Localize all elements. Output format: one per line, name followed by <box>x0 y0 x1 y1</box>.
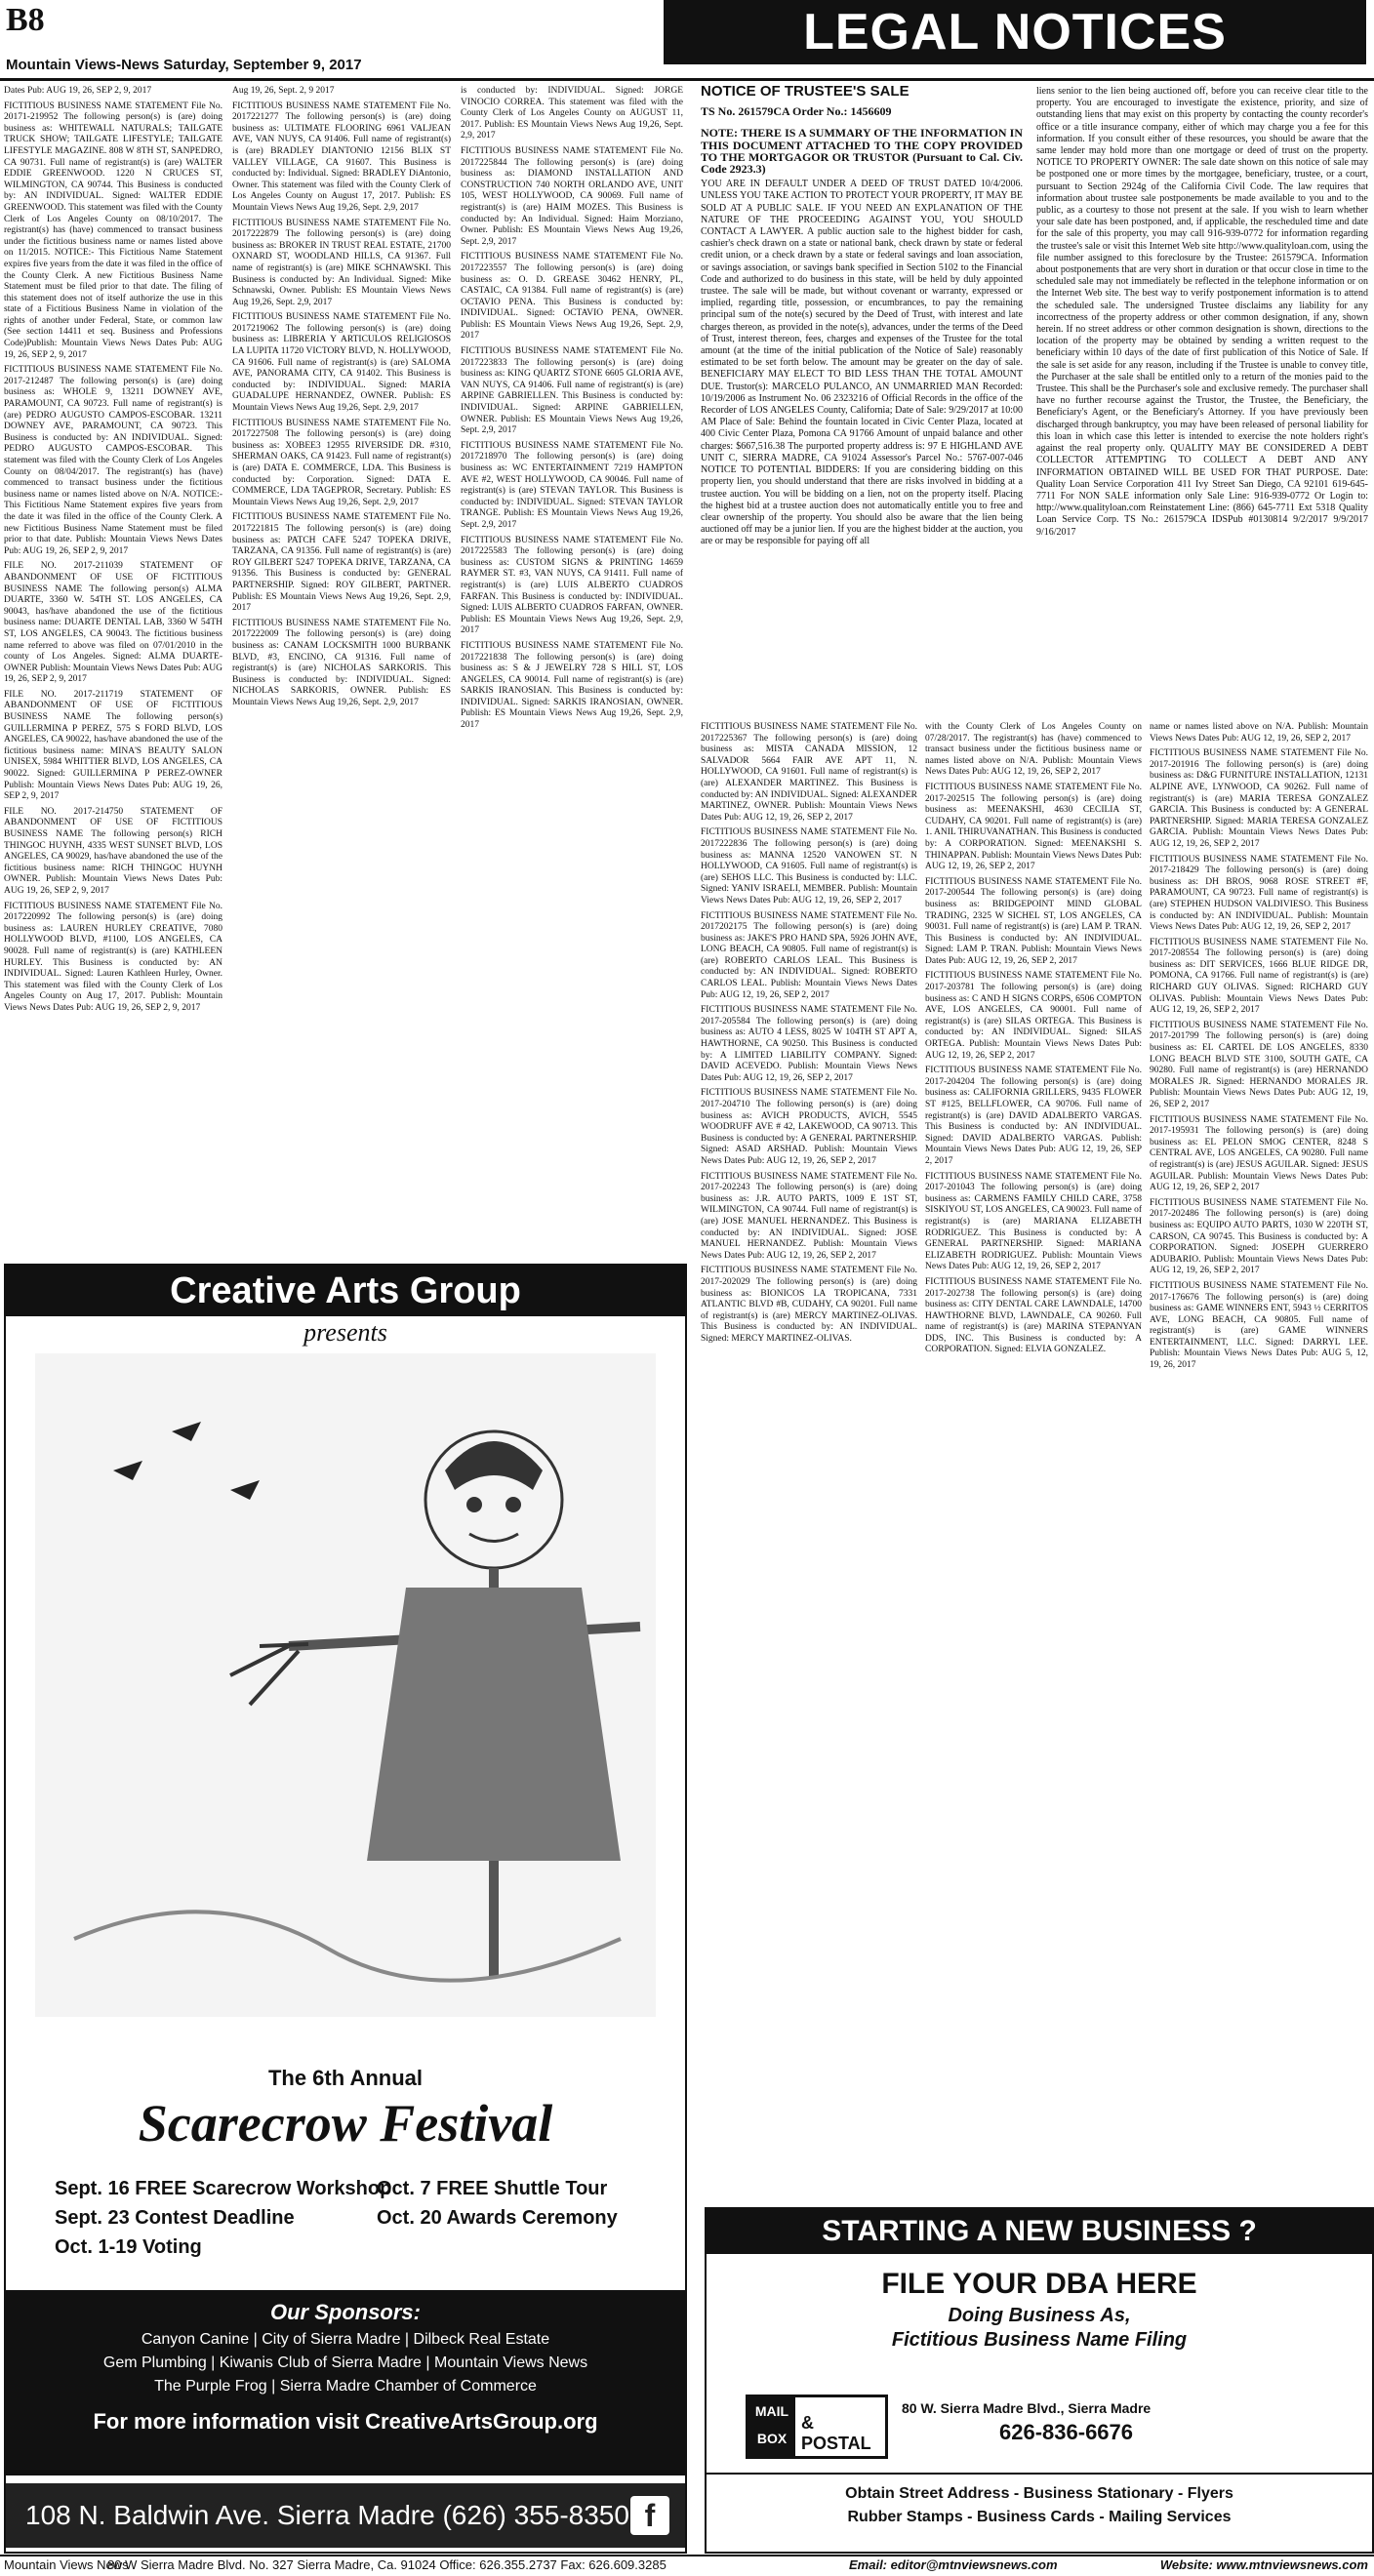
masthead <box>0 0 1374 80</box>
notice: FICTITIOUS BUSINESS NAME STATEMENT File No. 2017-202486 The following person(s) is (are) doing business as: EQUIPO AUTO PARTS, 1030 W 220TH ST, CARSON, CA 90745. This Business is conducted by: A CORPORATION. Signed: JOSEPH GUERRERO ADUBARIO. Publish: Mountain Views News Dates Pub: AUG 12, 19, 26, SEP 2, 2017 <box>1150 1197 1368 1276</box>
sponsor-line: The Purple Frog | Sierra Madre Chamber of Commerce <box>154 2378 537 2395</box>
notice: FICTITIOUS BUSINESS NAME STATEMENT File No. 2017223557 The following person(s) is (are) doing business as: O. D. GREASE 30462 HENRY, PL, CASTAIC, CA 91384. Full name of registrant(s) is (are) OCTAVIO PENA. This Business is conducted by: INDIVIDUAL. Signed: OCTAVIO PENA, OWNER. Publish: ES Mountain Views News Aug 19,26, Sept. 2,9, 2017 <box>461 252 683 342</box>
notice: FICTITIOUS BUSINESS NAME STATEMENT File No. 2017-201043 The following person(s) is (are) doing business as: CARMENS FAMILY CHILD CARE, 3758 SISKIYOU ST, LOS ANGELES, CA 90023. Full name of registrant(s) is (are) MARIANA ELIZABETH RODRIGUEZ. This Business is conducted by: A GENERAL PARTNERSHIP. Signed: MARIANA ELIZABETH RODRIGUEZ. Publish: Mountain Views News Dates Pub: AUG 12, 19, 26, SEP 2, 2017 <box>925 1171 1142 1272</box>
notice: Dates Pub: AUG 19, 26, SEP 2, 9, 2017 <box>4 86 152 96</box>
scarecrow-illustration <box>35 1353 656 2017</box>
dba-heading: FILE YOUR DBA HERE <box>881 2268 1197 2300</box>
notice: FICTITIOUS BUSINESS NAME STATEMENT File No. 2017218970 The following person(s) is (are) doing business as: WC ENTERTAINMENT 7219 HAMPTON AVE #2, WEST HOLLYWOOD, CA 90046. Full name of registrant(s) is (are) STEVAN TAYLOR. This Business is conducted by: INDIVIDUAL. Signed: STEVAN TAYLOR TRANGE. Publish: ES Mountain Views News Aug 19,26, Sept. 2,9, 2017 <box>461 440 683 530</box>
event-item: Sept. 23 Contest Deadline <box>55 2207 295 2229</box>
trustee-notice-right <box>1036 86 1368 710</box>
trustee-summary: NOTE: THERE IS A SUMMARY OF THE INFORMATION IN THIS DOCUMENT ATTACHED TO THE COPY PROVIDED TO THE MORTGAGOR OR TRUSTOR (Pursuant to Cal. Civ. Code 2923.3) <box>701 126 1023 177</box>
issue-line: Mountain Views-News Saturday, September 9, 2017 <box>6 57 362 73</box>
notice: FICTITIOUS BUSINESS NAME STATEMENT File No. 2017221838 The following person(s) is (are) doing business as: S & J JEWELRY 728 S HILL ST, LOS ANGELES, CA 90014. Full name of registrant(s) is (are) SARKIS IRANOSIAN. This Business is conducted by: INDIVIDUAL. Signed: SARKIS IRANOSIAN, OWNER. Publish: ES Mountain Views News Aug 19,26, Sept. 2,9, 2017 <box>461 640 683 731</box>
trustee-notice-left <box>701 86 1023 710</box>
section-title: LEGAL NOTICES <box>664 0 1366 64</box>
dba-address: 80 W. Sierra Madre Blvd., Sierra Madre <box>902 2400 1152 2416</box>
footer-paper: Mountain Views News <box>4 2557 129 2572</box>
column-5 <box>925 722 1142 2195</box>
notice: FICTITIOUS BUSINESS NAME STATEMENT File No. 2017219062 The following person(s) is (are) doing business as: LIBRERIA Y ARTICULOS RELIGIOSOS LA LUPITA 11720 VICTORY BLVD, N. HOLLYWOOD, CA 91606. Full name of registrant(s) is (are) SALOMA AVE, PANORAMA CITY, CA 91402. This Business is conducted by: INDIVIDUAL. Signed: MARIA GUADALUPE HERNANDEZ, OWNER. Publish: ES Mountain Views News Aug 19,26, Sept. 2,9, 2017 <box>232 312 451 414</box>
footer-email[interactable]: Email: editor@mtnviewsnews.com <box>849 2557 1058 2572</box>
ad-sponsors <box>6 2290 685 2475</box>
notice: FICTITIOUS BUSINESS NAME STATEMENT File No. 2017-205584 The following person(s) is (are) doing business as: AUTO 4 LESS, 8025 W 104TH ST APT A, HAWTHORNE, CA 90250. This Business is conducted by: A LIMITED LIABILITY COMPANY. Signed: DAVID ACEVEDO. Publish: Mountain Views News Dates Pub: AUG 12, 19, 26, SEP 2, 2017 <box>701 1005 917 1083</box>
notice: FICTITIOUS BUSINESS NAME STATEMENT File No. 2017227508 The following person(s) is (are) doing business as: XOBEE3 12955 RIVERSIDE DR. #310, SHERMAN OAKS, CA 91423. Full name of registrant(s) is (are) DATA E. COMMERCE, LDA. This Business is conducted by: Corporation. Signed: DATA E. COMMERCE, LDA TAGEPROR, Secretary. Publish: ES Mountain Views News Aug 19,26, Sept. 2,9, 2017 <box>232 418 451 507</box>
sponsor-line: Gem Plumbing | Kiwanis Club of Sierra Madre | Mountain Views News <box>102 2355 588 2371</box>
notice: FICTITIOUS BUSINESS NAME STATEMENT File No. 2017-208554 The following person(s) is (are) doing business as: DIT SERVICES, 1666 BLUE RIDGE DR, POMONA, CA 91766. Full name of registrant(s) is (are) RICHARD GUY OLIVAS. Signed: RICHARD GUY OLIVAS. Publish: Mountain Views News Dates Pub: AUG 12, 19, 26, SEP 2, 2017 <box>1150 937 1368 1016</box>
sponsors-heading: Our Sponsors: <box>269 2300 421 2324</box>
dba-subheading: Doing Business As, <box>948 2305 1131 2326</box>
notice: FICTITIOUS BUSINESS NAME STATEMENT File No. 2017-203781 The following person(s) is (are) doing business as: C AND H SIGNS CORPS, 6506 COMPTON AVE, LOS ANGELES, CA 90001. Full name of registrant(s) is (are) SILAS ORTEGA. This Business is conducted by: AN INDIVIDUAL. Signed: SILAS ORTEGA. Publish: Mountain Views News Dates Pub: AUG 12, 19, 26, SEP 2, 2017 <box>925 971 1142 1061</box>
event-item: Oct. 1-19 Voting <box>55 2236 202 2258</box>
notice: FICTITIOUS BUSINESS NAME STATEMENT File No. 2017-195931 The following person(s) is (are) doing business as: EL PELON SMOG CENTER, 8248 S CENTRAL AVE, LOS ANGELES, CA 90280. Full name of registrant(s) is (are) JESUS AGUILAR. Signed: JESUS AGUILAR. Publish: Mountain Views News Dates Pub: AUG 12, 19, 26, SEP 2, 2017 <box>1150 1114 1368 1193</box>
notice: is conducted by: INDIVIDUAL. Signed: JORGE VINOCIO CORREA. This statement was filed with the County Clerk of Los Angeles County on AUGUST 11, 2017. Publish: ES Mountain Views News Aug 19,26, Sept. 2,9, 2017 <box>461 86 683 141</box>
notice: FICTITIOUS BUSINESS NAME STATEMENT File No. 2017-201916 The following person(s) is (are) doing business as: D&G FURNITURE INSTALLATION, 12131 ALPINE AVE, LYNWOOD, CA 90262. Full name of registrant(s) is (are) MARIA TERESA GONZALEZ GARCIA. This Business is conducted by: A GENERAL PARTNERSHIP. Signed: MARIA TERESA GONZALEZ GARCIA. Publish: Mountain Views News Dates Pub: AUG 12, 19, 26, SEP 2, 2017 <box>1150 748 1368 849</box>
notice: FICTITIOUS BUSINESS NAME STATEMENT File No. 2017221277 The following person(s) is (are) doing business as: ULTIMATE FLOORING 6961 VALJEAN AVE, VAN NUYS, CA 91406. Full name of registrant(s) is (are) BRADLEY DIANTONIO 12156 BLIX ST VALLEY VILLAGE, CA 91607. This Business is conducted by: Individual. Signed: BRADLEY DiAntonio, Owner. This statement was filed with the County Clerk of Los Angeles County on August 17, 2017. Publish: ES Mountain Views News Aug 19,26, Sept. 2,9, 2017 <box>232 101 451 213</box>
trustee-title: NOTICE OF TRUSTEE'S SALE <box>701 86 909 100</box>
notice: FICTITIOUS BUSINESS NAME STATEMENT File No. 2017202175 The following person(s) is (are) doing business as: JAKE'S PRO HAND SPA, 5926 JOHN AVE, LONG BEACH, CA 90805. Full name of registrant(s) is (are) ROBERTO CARLOS LEAL. This Business is conducted by: AN INDIVIDUAL. Signed: ROBERTO CARLOS LEAL. Publish: Mountain Views News Dates Pub: AUG 12, 19, 26, SEP 2, 2017 <box>701 910 917 1000</box>
notice: FICTITIOUS BUSINESS NAME STATEMENT File No. 2017-202243 The following person(s) is (are) doing business as: J.R. AUTO PARTS, 1009 E 1ST ST, WILMINGTON, CA 90744. Full name of registrant(s) is (are) JOSE MANUEL HERNANDEZ. This Business is conducted by: AN INDIVIDUAL. Signed: JOSE MANUEL HERNANDEZ. Publish: Mountain Views News Dates Pub: AUG 12, 19, 26, SEP 2, 2017 <box>701 1171 917 1261</box>
notice: FICTITIOUS BUSINESS NAME STATEMENT File No. 2017-218429 The following person(s) is (are) doing business as: DH BROS, 9068 ROSE STREET #F, PARAMOUNT, CA 90723. Full name of registrant(s) is (are) STEPHEN HUDSON VALDIVIESO. This Business is conducted by: AN INDIVIDUAL. Publish: Mountain Views News Dates Pub: AUG 12, 19, 26, SEP 2, 2017 <box>1150 854 1368 933</box>
notice: name or names listed above on N/A. Publish: Mountain Views News Dates Pub: AUG 12, 19, 26, SEP 2, 2017 <box>1150 722 1368 744</box>
trustee-order: TS No. 261579CA Order No.: 1456609 <box>701 104 892 119</box>
ad-address <box>6 2483 685 2548</box>
notice: Aug 19, 26, Sept. 2, 9 2017 <box>232 86 335 96</box>
dba-services-line: Obtain Street Address - Business Stationary - Flyers <box>845 2485 1233 2502</box>
notice: FICTITIOUS BUSINESS NAME STATEMENT File No. 2017222836 The following person(s) is (are) doing business as: MANNA 12520 VANOWEN ST. N HOLLYWOOD, CA 91605. Full name of registrant(s) is (are) SEHOS LLC. This Business is conducted by: LLC. Signed: YANIV ISRAELI, MEMBER. Publish: Mountain Views News Dates Pub: AUG 12, 19, 26, SEP 2, 2017 <box>701 827 917 906</box>
footer-website[interactable]: Website: www.mtnviewsnews.com <box>1159 2557 1368 2572</box>
dba-services-line: Rubber Stamps - Business Cards - Mailing Services <box>847 2509 1232 2525</box>
column-4 <box>701 722 917 2195</box>
notice: FICTITIOUS BUSINESS NAME STATEMENT File No. 2017-176676 The following person(s) is (are) doing business as: GAME WINNERS ENT, 5943 ½ CERRITOS AVE, LONG BEACH, CA 90805. Full name of registrant(s) is (are) GAME WINNERS ENTERTAINMENT, LLC. Signed: DARRYL LEE. Publish: Mountain Views News Dates Pub: AUG 5, 12, 19, 26, 2017 <box>1150 1280 1368 1371</box>
notice: FICTITIOUS BUSINESS NAME STATEMENT File No. 2017225844 The following person(s) is (are) doing business as: DIAMOND INSTALLATION AND CONSTRUCTION 740 NORTH ORLANDO AVE, UNIT 105, WEST HOLLYWOOD, CA 90069. Full name of registrant(s) is (are) HAIM MOZES. This Business is conducted by: An Individual. Signed: Haim Morziano, Owner. Publish: ES Mountain Views News Aug 19,26, Sept. 2,9, 2017 <box>461 145 683 247</box>
mailbox-logo-right: & POSTAL <box>801 2413 871 2453</box>
ad-info-link[interactable]: For more information visit CreativeArtsGroup.org <box>93 2409 598 2434</box>
notice: with the County Clerk of Los Angeles County on 07/28/2017. The registrant(s) has (have) commenced to transact business under the fictitious business name or names listed above on N/A. Publish: Mountain Views News Dates Pub: AUG 12, 19, 26, SEP 2, 2017 <box>925 722 1142 778</box>
masthead-rule <box>0 78 1374 81</box>
notice: FICTITIOUS BUSINESS NAME STATEMENT File No. 2017-202738 The following person(s) is (are) doing business as: CITY DENTAL CARE LAWNDALE, 14700 HAWTHORNE BLVD, LAWNDALE, CA 90260. Full name of registrant(s) is (are) MARINA STEPANYAN DDS, INC. This Business is conducted by: A CORPORATION. Signed: ELVIA GONZALEZ. <box>925 1276 1142 1355</box>
notice: FILE NO. 2017-211719 STATEMENT OF ABANDONMENT OF USE OF FICTITIOUS BUSINESS NAME The following person(s) GUILLERMINA P PEREZ, 575 S FORD BLVD, LOS ANGELES, CA 90022, has/have abandoned the use of the fictitious business name: MINA'S BEAUTY SALON UNISEX, 5984 WHITTIER BLVD, LOS ANGELES, CA 90022. Signed: GUILLERMINA P PEREZ-OWNER Publish: Mountain Views News Dates Pub: AUG 19, 26, SEP 2, 9, 2017 <box>4 689 222 802</box>
dba-ad[interactable] <box>705 2207 1374 2554</box>
mailbox-logo-left: MAIL BOX <box>748 2397 795 2456</box>
dba-services <box>707 2473 1372 2529</box>
sponsor-line: Canyon Canine | City of Sierra Madre | Dilbeck Real Estate <box>141 2331 550 2348</box>
notice: FILE NO. 2017-214750 STATEMENT OF ABANDONMENT OF USE OF FICTITIOUS BUSINESS NAME The following person(s) RICH THINGOC HUYNH, 4335 WEST SUNSET BLVD, LOS ANGELES, CA 90029, has/have abandoned the use of the fictitious business name: RICH THINGOC HUYNH OWNER. Publish: Mountain Views News Dates Pub: AUG 19, 26, SEP 2, 9, 2017 <box>4 806 222 896</box>
notice: FICTITIOUS BUSINESS NAME STATEMENT File No. 20171-219952 The following person(s) is (are) doing business as: WHITEWALL NATURALS; TAILGATE TRUCK SHOW; TAILGATE LIFESTYLE; TAILGATE LIFESTYLE MAGAZINE. 808 W 8TH ST, SANPEDRO, CA 90731. Full name of registrant(s) is (are) WALTER EDDIE GREENWOOD. 1220 N CRUCES ST, WILMINGTON, CA 90744. This Business is conducted by: AN INDIVIDUAL. Signed: WALTER EDDIE GREENWOOD. This statement was filed with the County Clerk of Los Angeles County on 08/10/2017. The registrant(s) has (have) commenced to transact business under the fictitious business name or names listed above on 11/2015. NOTICE:- This Fictitious Name Statement expires five years from the date it was filed in the office of the County Clerk. A new Fictitious Business Name Statement must be filed prior to that date. The filing of this statement does not of itself authorize the use in this state of a Fictitious Business Name in violation of the rights of another under Federal, State, or common law (See section 14411 et seq. Business and Professions Code)Publish: Mountain Views News Dates Pub: AUG 19, 26, SEP 2, 9, 2017 <box>4 101 222 360</box>
notice: FICTITIOUS BUSINESS NAME STATEMENT File No. 2017-204204 The following person(s) is (are) doing business as: CALIFORNIA GRILLERS, 9435 FLOWER ST #125, BELLFLOWER, CA 90706. Full name of registrant(s) is (are) DAVID ADALBERTO VARGAS. This Business is conducted by: AN INDIVIDUAL. Signed: DAVID ADALBERTO VARGAS. Publish: Mountain Views News Dates Pub: AUG 12, 19, 26, SEP 2, 2017 <box>925 1066 1142 1166</box>
notice: FICTITIOUS BUSINESS NAME STATEMENT File No. 2017223833 The following person(s) is (are) doing business as: KING QUARTZ STONE 6605 GLORIA AVE, VAN NUYS, CA 91406. Full name of registrant(s) is (are) ARPINE GABRIELLEN. This Business is conducted by: INDIVIDUAL. Signed: ARPINE GABRIELLEN, OWNER. Publish: ES Mountain Views News Aug 19,26, Sept. 2,9, 2017 <box>461 346 683 436</box>
notice: FICTITIOUS BUSINESS NAME STATEMENT File No. 2017221815 The following person(s) is (are) doing business as: PATCH CAFE 5247 TOPEKA DRIVE, TARZANA, CA 91356. Full name of registrant(s) is (are) ROY GILBERT 5247 TOPEKA DRIVE, TARZANA, CA 91356. This Business is conducted by: GENERAL PARTNERSHIP. Signed: ROY GILBERT, PARTNER. Publish: ES Mountain Views News Aug 19,26, Sept. 2,9, 2017 <box>232 512 451 614</box>
column-2 <box>232 86 451 1257</box>
event-item: Oct. 7 FREE Shuttle Tour <box>377 2178 608 2199</box>
column-1 <box>4 86 222 1257</box>
notice: FILE NO. 2017-211039 STATEMENT OF ABANDONMENT OF USE OF FICTITIOUS BUSINESS NAME The following person(s) ALMA DUARTE, 3360 W. 54TH ST. LOS ANGELES, CA 90043, has/have abandoned the use of the fictitious business name: DUARTE DENTAL LAB, 3360 W 54TH ST, LOS ANGELES, CA 90043. The fictitious business name referred to above was filed on 07/01/2010 in the county of Los Angeles. Signed: ALMA DUARTE-OWNER Publish: Mountain Views News Dates Pub: AUG 19, 26, SEP 2, 9, 2017 <box>4 561 222 685</box>
trustee-body-continued: liens senior to the lien being auctioned off, before you can receive clear title to the property. You are encouraged to investigate the existence, priority, and size of outstanding liens that may exist on this property by contacting the county recorder's office or a title insurance company, either of which may charge you a fee for this information. If you consult either of these resources, you should be aware that the same lender may hold more than one mortgage or deed of trust on the property. NOTICE TO PROPERTY OWNER: The sale date shown on this notice of sale may be postponed one or more times by the mortgagee, beneficiary, trustee, or a court, pursuant to Section 2924g of the California Civil Code. The law requires that information about trustee sale postponements be made available to you and to the public, as a courtesy to those not present at the sale. If you wish to learn whether your sale date has been postponed, and, if applicable, the rescheduled time and date for the sale of this property, you may call 916-939-0772 for information regarding the trustee's sale or visit this Internet Web site http://www.qualityloan.com, using the file number assigned to this foreclosure by the Trustee: 261579CA. Information about postponements that are very short in duration or that occur close in time to the scheduled sale may not immediately be reflected in the telephone information or on the Internet Web site. The best way to verify postponement information is to attend the scheduled sale. The undersigned Trustee disclaims any liability for any incorrectness of the property address or other common designation, if any, shown herein. If no street address or other common designation is shown, directions to the location of the property may be obtained by sending a written request to the beneficiary within 10 days of the date of first publication of this Notice of Sale. If the sale is set aside for any reason, including if the Trustee is unable to convey title, the Purchaser at the sale shall be entitled only to a return of the monies paid to the Trustee. This shall be the Purchaser's sole and exclusive remedy. The purchaser shall have no further recourse against the Trustor, the Trustee, the Beneficiary, the Beneficiary's Agent, or the Beneficiary's Attorney. If you have previously been discharged through bankruptcy, you may have been released of personal liability for this loan in which case this letter is intended to exercise the note holders right's against the real property only. QUALITY MAY BE CONSIDERED A DEBT COLLECTOR ATTEMPTING TO COLLECT A DEBT AND ANY INFORMATION OBTAINED WILL BE USED FOR THAT PURPOSE. Date: Quality Loan Service Corporation 411 Ivy Street San Diego, CA 92101 619-645-7711 For NON SALE information only Sale Line: 916-939-0772 Or Login to: http://www.qualityloan.com Reinstatement Line: (866) 645-7711 Ext 5318 Quality Loan Service Corp. TS No.: 261579CA IDSPub #0130814 9/2/2017 9/9/2017 9/16/2017 <box>1036 86 1368 538</box>
facebook-icon[interactable]: f <box>630 2496 669 2535</box>
notice: FICTITIOUS BUSINESS NAME STATEMENT File No. 2017225367 The following person(s) is (are) doing business as: MISTA CANADA MISSION, 12 SALVADOR 5664 FAIR AVE APT 11, N. HOLLYWOOD, CA 91601. Full name of registrant(s) is (are) ALEXANDER MARTINEZ. This Business is conducted by: AN INDIVIDUAL. Signed: ALEXANDER MARTINEZ, OWNER. Publish: Mountain Views News Dates Pub: AUG 12, 19, 26, SEP 2, 2017 <box>701 722 917 823</box>
column-3 <box>461 86 683 1257</box>
notice: FICTITIOUS BUSINESS NAME STATEMENT File No. 2017-202515 The following person(s) is (are) doing business as: MEENAKSHI, 4630 CECILIA ST, CUDAHY, CA 90201. Full name of registrant(s) is (are) 1. ANIL THIRUVANATHAN. This Business is conducted by: A CORPORATION. Signed: MEENAKSHI S. THINAPPAN. Publish: Mountain Views News Dates Pub: AUG 12, 19, 26, SEP 2, 2017 <box>925 782 1142 872</box>
ad-banner: Creative Arts Group <box>6 1266 685 1316</box>
trustee-body: YOU ARE IN DEFAULT UNDER A DEED OF TRUST DATED 10/4/2006. UNLESS YOU TAKE ACTION TO PROTECT YOUR PROPERTY, IT MAY BE SOLD AT A PUBLIC SALE. IF YOU NEED AN EXPLANATION OF THE NATURE OF THE PROCEEDING AGAINST YOU, YOU SHOULD CONTACT A LAWYER. A public auction sale to the highest bidder for cash, cashier's check drawn on a state or national bank, check drawn by state or federal credit union, or a check drawn by a state or federal savings and loan association, or savings association, or savings bank specified in Section 5102 to the Financial Code and authorized to do business in this state, will be held by duly appointed trustee. The sale will be made, but without covenant or warranty, expressed or implied, regarding title, possession, or encumbrances, to pay the remaining principal sum of the note(s) secured by the Deed of Trust, with interest and late charges thereon, as provided in the note(s), advances, under the terms of the Deed of Trust, interest thereon, fees, charges and expenses of the Trustee for the total amount (at the time of the initial publication of the Notice of Sale) reasonably estimated to be set forth below. The amount may be greater on the day of sale. BENEFICIARY MAY ELECT TO BID LESS THAN THE TOTAL AMOUNT DUE. Trustor(s): MARCELO PULANCO, AN UNMARRIED MAN Recorded: 10/19/2006 as Instrument No. 06 2323216 of Official Records in the office of the Recorder of LOS ANGELES County, California; Date of Sale: 9/29/2017 at 10:00 AM Place of Sale: Behind the fountain located in Civic Center Plaza, located at 400 Civic Center Plaza, Pomona CA 91766 Amount of unpaid balance and other charges: $667,516.38 The purported property address is: 97 E HIGHLAND AVE UNIT C, SIERRA MADRE, CA 91024 Assessor's Parcel No.: 5767-007-046 NOTICE TO POTENTIAL BIDDERS: If you are considering bidding on this property lien, you should understand that there are risks involved in bidding at a trustee auction. You will be bidding on a lien, not on the property itself. Placing the highest bid at a trustee auction does not automatically entitle you to free and clear ownership of the property. You should also be aware that the lien being auctioned off may be a junior lien. If you are the highest bidder at the auction, you are or may be responsible for paying off all <box>701 179 1023 547</box>
mailbox-logo <box>746 2395 888 2459</box>
notice: FICTITIOUS BUSINESS NAME STATEMENT File No. 2017-204710 The following person(s) is (are) doing business as: AVICH PRODUCTS, AVICH, 5545 WOODRUFF AVE # 42, LAKEWOOD, CA 90713. This Business is conducted by: A GENERAL PARTNERSHIP. Signed: ASAD ARSHAD. Publish: Mountain Views News Dates Pub: AUG 12, 19, 26, SEP 2, 2017 <box>701 1088 917 1166</box>
page-number: B8 <box>6 2 45 38</box>
creative-arts-ad[interactable] <box>4 1264 687 2554</box>
notice: FICTITIOUS BUSINESS NAME STATEMENT File No. 2017-201799 The following person(s) is (are) doing business as: EL CARTEL DE LOS ANGELES, 8330 LONG BEACH BLVD STE 3100, SOUTH GATE, CA 90280. Full name of registrant(s) is (are) HERNANDO MORALES JR. Signed: HERNANDO MORALES JR. Publish: Mountain Views News Dates Pub: AUG 12, 19, 26, SEP 2, 2017 <box>1150 1020 1368 1109</box>
notice: FICTITIOUS BUSINESS NAME STATEMENT File No. 2017-200544 The following person(s) is (are) doing business as: BRIDGEPOINT MIND GLOBAL TRADING, 2325 W SICHEL ST, LOS ANGELES, CA 90031. Full name of registrant(s) is (are) LAM P. TRAN. This Business is conducted by: AN INDIVIDUAL. Signed: LAM P. TRAN. Publish: Mountain Views News Dates Pub: AUG 12, 19, 26, SEP 2, 2017 <box>925 876 1142 966</box>
event-item: Sept. 16 FREE Scarecrow Workshop <box>55 2178 392 2199</box>
ad-annual: The 6th Annual <box>267 2066 424 2090</box>
notice: FICTITIOUS BUSINESS NAME STATEMENT File No. 2017222009 The following person(s) is (are) doing business as: CANAM LOCKSMITH 1000 BURBANK BLVD, #3, ENCINO, CA 91316. Full name of registrant(s) is (are) NICHOLAS SARKORIS. This Business is conducted by: INDIVIDUAL. Signed: NICHOLAS SARKORIS, OWNER. Publish: ES Mountain Views News Aug 19,26, Sept. 2,9, 2017 <box>232 618 451 707</box>
notice: FICTITIOUS BUSINESS NAME STATEMENT File No. 2017220992 The following person(s) is (are) doing business as: LAUREN HURLEY CREATIVE, 7080 HOLLYWOOD BLVD, #1100, LOS ANGELES, CA 90028. Full name of registrant(s) is (are) KATHLEEN HURLEY. This Business is conducted by: AN INDIVIDUAL. Signed: Lauren Kathleen Hurley, Owner. This statement was filed with the County Clerk of Los Angeles County on Aug 17, 2017. Publish: Mountain Views News Dates Pub: AUG 19, 26, SEP 2, 9, 2017 <box>4 901 222 1013</box>
notice: FICTITIOUS BUSINESS NAME STATEMENT File No. 2017222879 The following person(s) is (are) doing business as: BROKER IN TRUST REAL ESTATE, 21700 OXNARD ST, WOODLAND HILLS, CA 91367. Full name of registrant(s) is (are) MIKE SCHNAWSKI. This Business is conducted by: An Individual. Signed: Mike Schnawski, Owner. Publish: ES Mountain Views News Aug 19,26, Sept. 2,9, 2017 <box>232 218 451 307</box>
notice: FICTITIOUS BUSINESS NAME STATEMENT File No. 2017225583 The following person(s) is (are) doing business as: CUSTOM SIGNS & PRINTING 14659 RAYMER ST. #3, VAN NUYS, CA 91411. Full name of registrant(s) is (are) LUIS ALBERTO CUADROS FARFAN. This Business is conducted by: INDIVIDUAL. Signed: LUIS ALBERTO CUADROS FARFAN, OWNER. Publish: ES Mountain Views News Aug 19,26, Sept. 2,9, 2017 <box>461 535 683 636</box>
column-6 <box>1150 722 1368 2195</box>
ad-presents: presents <box>303 1318 387 1347</box>
ad-address-text: 108 N. Baldwin Ave. Sierra Madre (626) 355-8350 <box>25 2500 629 2530</box>
event-item: Oct. 20 Awards Ceremony <box>377 2207 618 2229</box>
ad-festival-title: Scarecrow Festival <box>138 2094 553 2153</box>
footer <box>0 2555 1374 2576</box>
dba-top: STARTING A NEW BUSINESS ? <box>707 2209 1372 2254</box>
dba-subheading-2: Fictitious Business Name Filing <box>891 2329 1188 2351</box>
notice: FICTITIOUS BUSINESS NAME STATEMENT File No. 2017-212487 The following person(s) is (are) doing business as: WHOLE 9, 13211 DOWNEY AVE, PARAMOUNT, CA 90723. Full name of registrant(s) is (are) PEDRO AUGUSTO CAMPOS-ESCOBAR. 13211 DOWNEY AVE, PARAMOUNT, CA 90723. This Business is conducted by: AN INDIVIDUAL. Signed: PEDRO AUGUSTO CAMPOS-ESCOBAR. This statement was filed with the County Clerk of Los Angeles County on 08/04/2017. The registrant(s) has (have) commenced to transact business under the fictitious business name or names listed above on N/A. NOTICE:- This Fictitious Name Statement expires five years from the date it was filed in the office of the County Clerk. A new Fictitious Business Name Statement must be filed prior to that date. Publish: Mountain Views News Dates Pub: AUG 19, 26, SEP 2, 9, 2017 <box>4 365 222 556</box>
footer-address: 80 W Sierra Madre Blvd. No. 327 Sierra Madre, Ca. 91024 Office: 626.355.2737 Fax: 626.609.3285 <box>107 2557 667 2572</box>
dba-phone[interactable]: 626-836-6676 <box>999 2420 1134 2444</box>
notice: FICTITIOUS BUSINESS NAME STATEMENT File No. 2017-202029 The following person(s) is (are) doing business as: BIONICOS LA TROPICANA, 7331 ATLANTIC BLVD #B, CUDAHY, CA 90201. Full name of registrant(s) is (are) MERCY MARTINEZ-OLIVAS. This Business is conducted by: AN INDIVIDUAL. Signed: MERCY MARTINEZ-OLIVAS. <box>701 1266 917 1344</box>
